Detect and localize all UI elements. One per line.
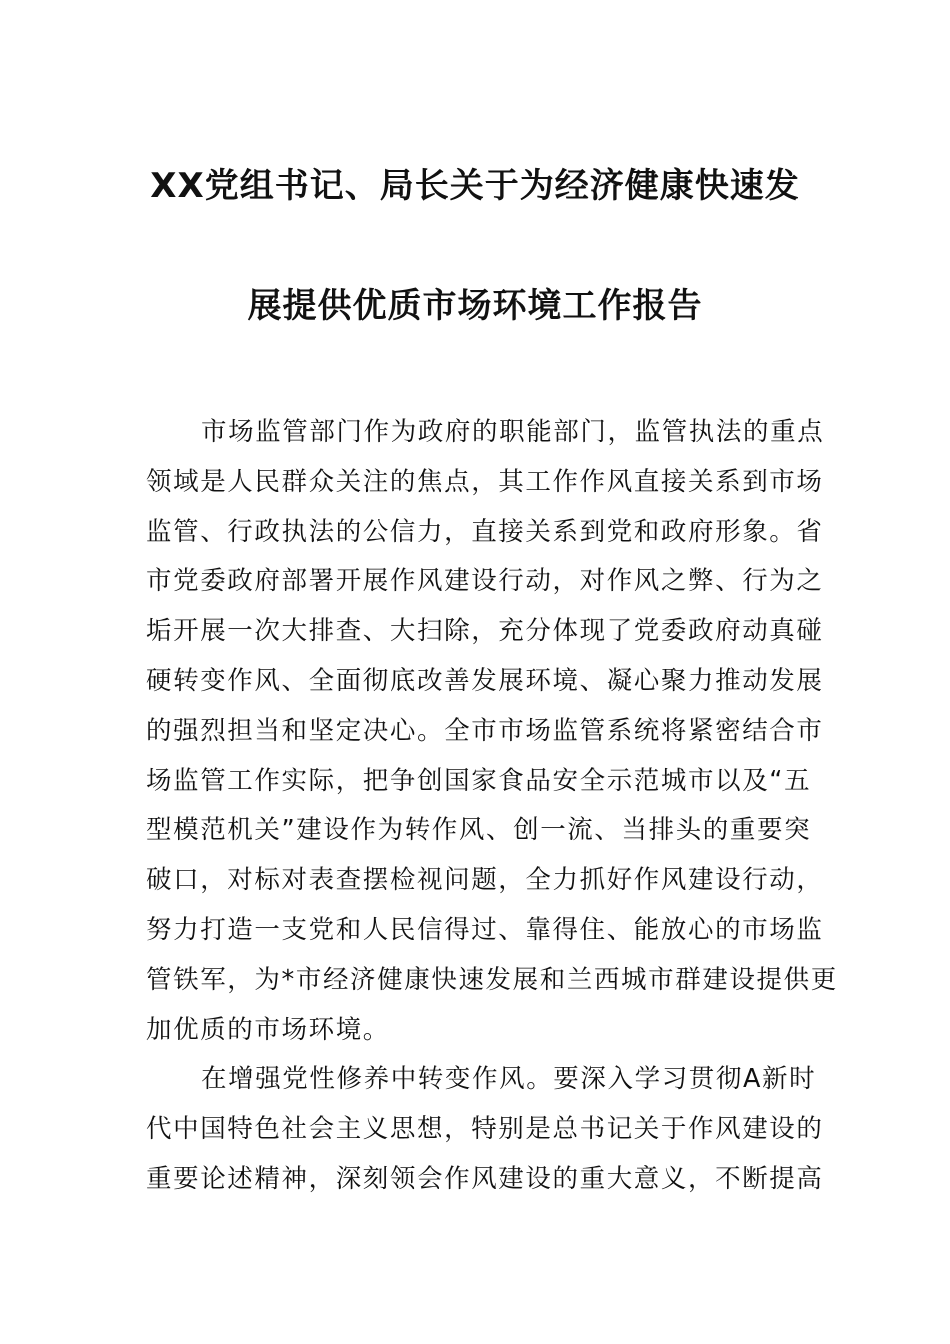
paragraph-line: 管铁军，为*市经济健康快速发展和兰西城市群建设提供更	[146, 964, 838, 995]
document-title-line-1: XX党组书记、局长关于为经济健康快速发	[150, 166, 800, 206]
paragraph-line: 垢开展一次大排查、大扫除，充分体现了党委政府动真碰	[146, 616, 824, 647]
paragraph-line: 在增强党性修养中转变作风。要深入学习贯彻A新时	[201, 1064, 817, 1095]
paragraph-line: 市党委政府部署开展作风建设行动，对作风之弊、行为之	[146, 566, 824, 597]
paragraph-line: 市场监管部门作为政府的职能部门，监管执法的重点	[201, 417, 825, 447]
paragraph-line: 代中国特色社会主义思想，特别是总书记关于作风建设的	[146, 1114, 824, 1145]
paragraph-line: 重要论述精神，深刻领会作风建设的重大意义，不断提高	[146, 1163, 824, 1194]
paragraph-line: 破口，对标对表查摆检视问题，全力抓好作风建设行动，	[146, 865, 824, 896]
paragraph-line: 硬转变作风、全面彻底改善发展环境、凝心聚力推动发展	[146, 665, 824, 696]
paragraph-line: 加优质的市场环境。	[146, 1014, 390, 1045]
document-title-line-2: 展提供优质市场环境工作报告	[247, 286, 703, 326]
paragraph-line: 型模范机关”建设作为转作风、创一流、当排头的重要突	[146, 815, 812, 846]
paragraph-2	[146, 1059, 824, 1208]
paragraph-1	[146, 412, 838, 1059]
paragraph-line: 努力打造一支党和人民信得过、靠得住、能放心的市场监	[146, 914, 824, 945]
paragraph-line: 监管、行政执法的公信力，直接关系到党和政府形象。省	[146, 516, 824, 547]
paragraph-line: 领域是人民群众关注的焦点，其工作作风直接关系到市场	[146, 466, 824, 497]
paragraph-line: 场监管工作实际，把争创国家食品安全示范城市以及“五	[146, 765, 812, 796]
document-body	[146, 412, 838, 1209]
paragraph-line: 的强烈担当和坚定决心。全市市场监管系统将紧密结合市	[146, 715, 824, 746]
